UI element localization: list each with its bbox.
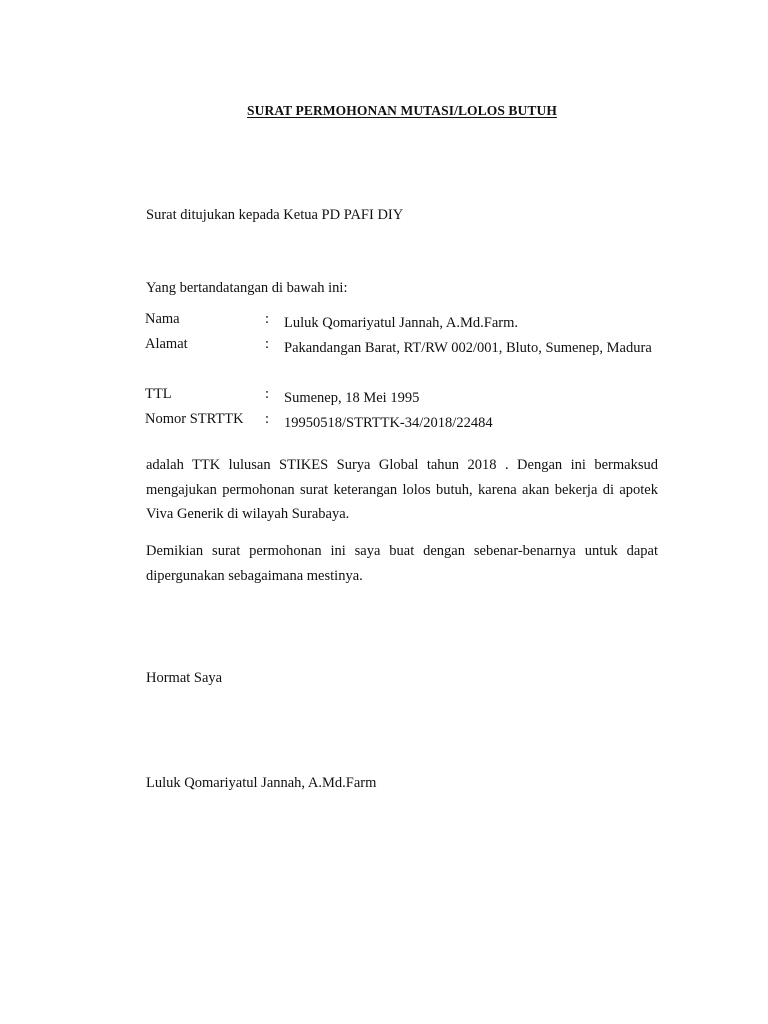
field-row-nomor-strttk: [146, 411, 658, 435]
field-value: Sumenep, 18 Mei 1995: [284, 390, 420, 406]
field-label: Nomor STRTTK: [145, 411, 244, 427]
field-value: Pakandangan Barat, RT/RW 002/001, Bluto, Sumenep, Madura: [284, 340, 652, 356]
field-row-alamat: [146, 336, 658, 360]
intro-line: Yang bertandatangan di bawah ini:: [146, 280, 348, 296]
field-value: Luluk Qomariyatul Jannah, A.Md.Farm.: [284, 315, 518, 331]
letter-title: SURAT PERMOHONAN MUTASI/LOLOS BUTUH: [247, 103, 557, 118]
field-label: TTL: [145, 386, 172, 402]
field-colon: :: [265, 311, 270, 327]
field-colon: :: [265, 411, 270, 427]
field-colon: :: [265, 386, 270, 402]
closing-line: Hormat Saya: [146, 670, 223, 686]
field-colon: :: [265, 336, 270, 352]
addressee-line: Surat ditujukan kepada Ketua PD PAFI DIY: [146, 207, 404, 223]
field-label: Nama: [145, 311, 180, 327]
field-label: Alamat: [145, 336, 188, 352]
signatory-name: Luluk Qomariyatul Jannah, A.Md.Farm: [146, 775, 377, 791]
body-paragraph-1: adalah TTK lulusan STIKES Surya Global tahun 2018 . Dengan ini bermaksud mengajukan permohonan surat keterangan lolos butuh, karena akan bekerja di apotek Viva Generik di wilayah Surabaya.: [146, 457, 658, 522]
field-value: 19950518/STRTTK-34/2018/22484: [284, 415, 493, 431]
field-row-nama: [146, 311, 658, 335]
body-paragraph-2: Demikian surat permohonan ini saya buat dengan sebenar-benarnya untuk dapat dipergunakan sebagaimana mestinya.: [146, 543, 658, 584]
field-row-ttl: [146, 386, 658, 410]
